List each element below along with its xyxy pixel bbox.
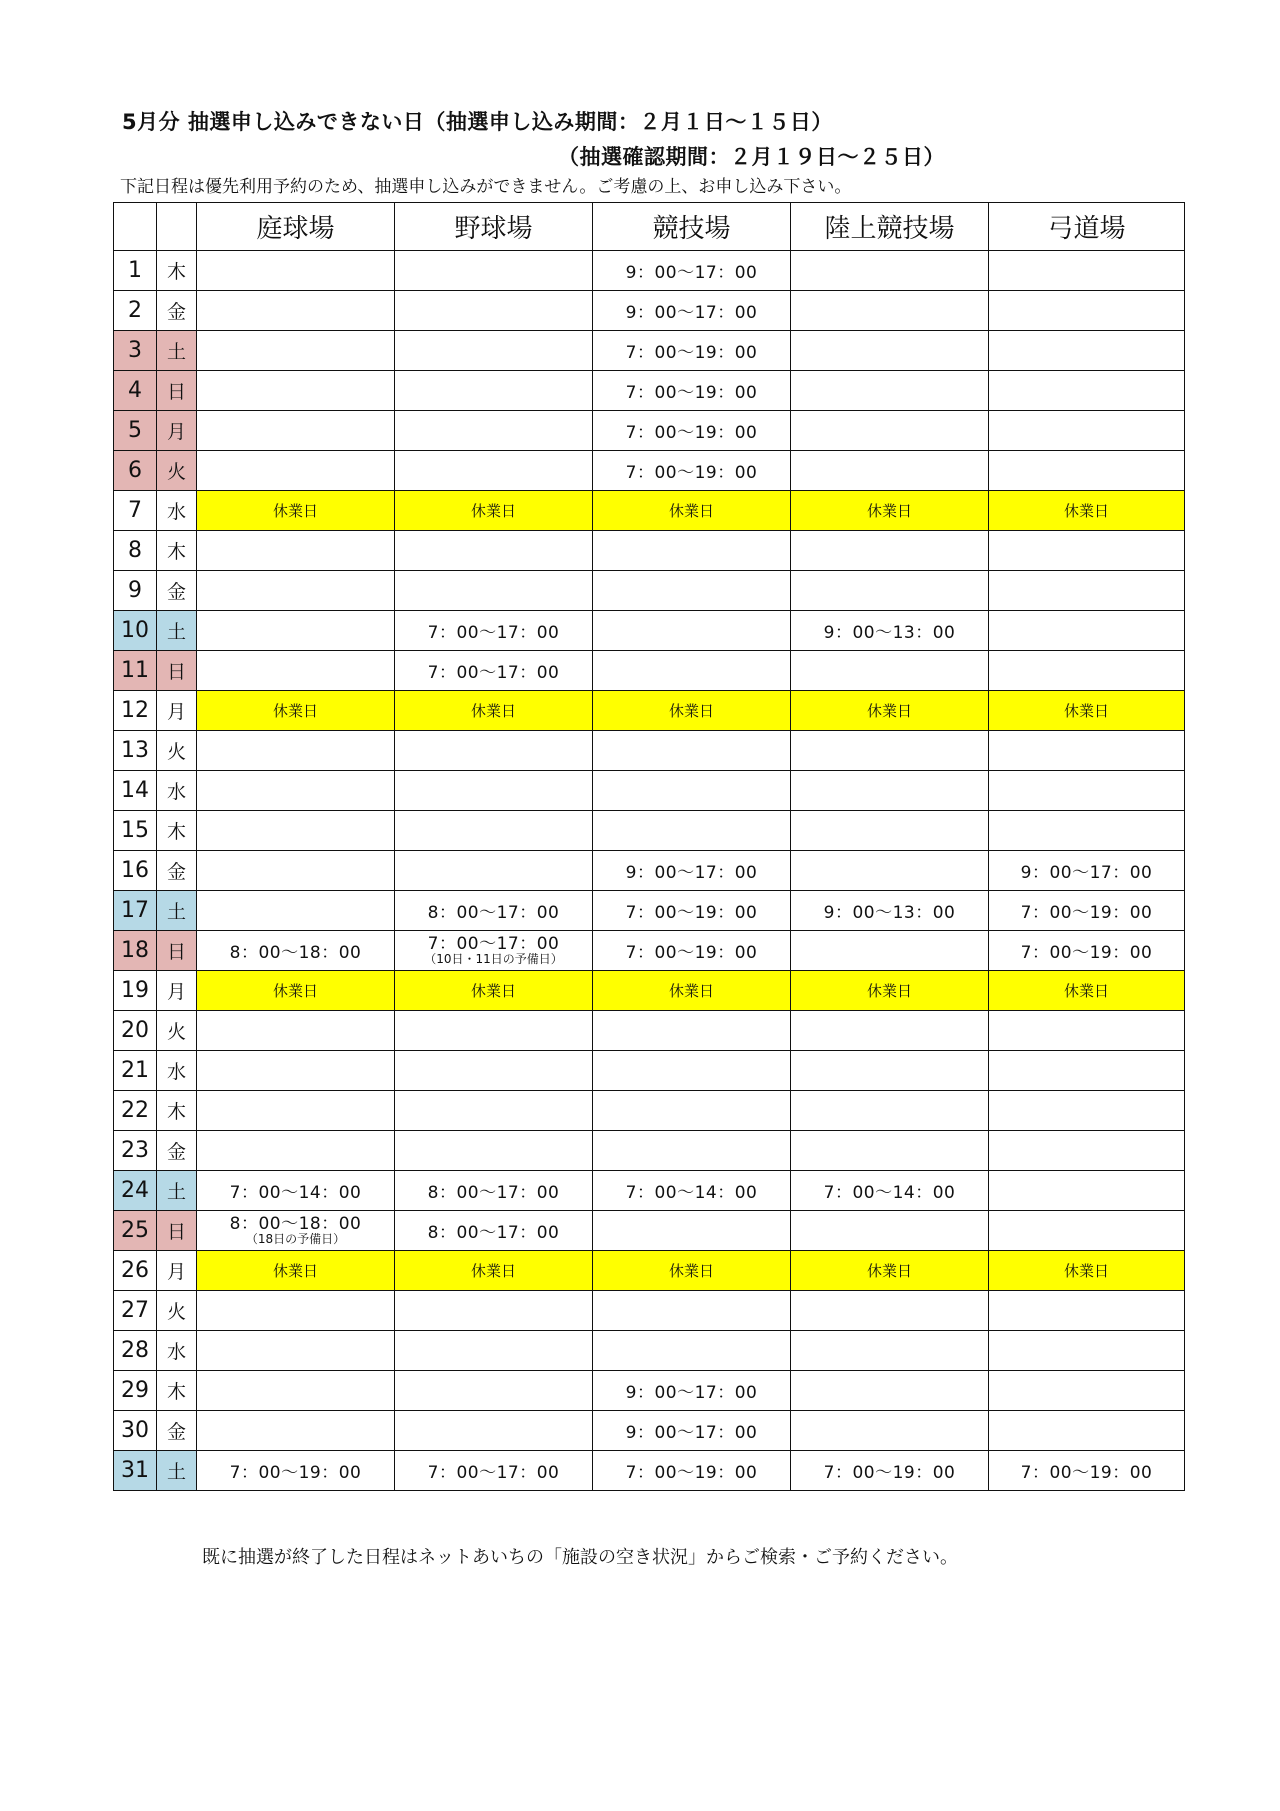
day-number: 9: [114, 571, 157, 611]
table-row: [114, 331, 1185, 371]
cell-baseball-field: [395, 1091, 593, 1131]
day-number: 11: [114, 651, 157, 691]
day-number: 27: [114, 1291, 157, 1331]
cell-baseball-field: 休業日: [395, 491, 593, 531]
cell-athletics-field: [791, 571, 989, 611]
day-number: 30: [114, 1411, 157, 1451]
day-number: 6: [114, 451, 157, 491]
day-number: 12: [114, 691, 157, 731]
day-number: 3: [114, 331, 157, 371]
cell-archery-range: [989, 1171, 1185, 1211]
day-of-week: 火: [157, 731, 197, 771]
cell-athletics-field: [791, 1371, 989, 1411]
cell-archery-range: [989, 771, 1185, 811]
header-stadium: 競技場: [593, 203, 791, 251]
cell-tennis-court: [197, 1411, 395, 1451]
day-number: 1: [114, 251, 157, 291]
cell-athletics-field: [791, 811, 989, 851]
cell-tennis-court: [197, 1051, 395, 1091]
cell-archery-range: [989, 451, 1185, 491]
day-of-week: 土: [157, 891, 197, 931]
table-row: [114, 1131, 1185, 1171]
cell-athletics-field: [791, 1411, 989, 1451]
table-row: [114, 1331, 1185, 1371]
cell-archery-range: [989, 651, 1185, 691]
cell-athletics-field: [791, 1131, 989, 1171]
cell-athletics-field: [791, 1091, 989, 1131]
header-athletics-field: 陸上競技場: [791, 203, 989, 251]
cell-athletics-field: [791, 651, 989, 691]
cell-baseball-field: 7：00〜17：00: [395, 651, 593, 691]
cell-tennis-court: [197, 571, 395, 611]
cell-stadium: [593, 811, 791, 851]
header-baseball-field: 野球場: [395, 203, 593, 251]
cell-baseball-field: [395, 1051, 593, 1091]
schedule-table: [113, 202, 1185, 1491]
day-of-week: 木: [157, 531, 197, 571]
day-number: 14: [114, 771, 157, 811]
cell-tennis-court: 7：00〜19：00: [197, 1451, 395, 1491]
cell-archery-range: [989, 1011, 1185, 1051]
cell-tennis-court: [197, 771, 395, 811]
cell-baseball-field: [395, 811, 593, 851]
time-range: 7：00〜17：00: [427, 934, 560, 954]
day-number: 22: [114, 1091, 157, 1131]
cell-archery-range: 休業日: [989, 691, 1185, 731]
cell-stadium: [593, 731, 791, 771]
cell-tennis-court: 休業日: [197, 491, 395, 531]
day-of-week: 金: [157, 571, 197, 611]
cell-stadium: 7：00〜19：00: [593, 451, 791, 491]
cell-archery-range: [989, 611, 1185, 651]
day-of-week: 月: [157, 1251, 197, 1291]
day-of-week: 水: [157, 491, 197, 531]
day-of-week: 木: [157, 251, 197, 291]
table-row: [114, 451, 1185, 491]
day-of-week: 土: [157, 1451, 197, 1491]
day-of-week: 火: [157, 451, 197, 491]
cell-stadium: 7：00〜19：00: [593, 371, 791, 411]
cell-baseball-field: 8：00〜17：00: [395, 1211, 593, 1251]
day-number: 10: [114, 611, 157, 651]
cell-stadium: [593, 531, 791, 571]
cell-baseball-field: [395, 731, 593, 771]
day-number: 21: [114, 1051, 157, 1091]
day-number: 15: [114, 811, 157, 851]
cell-stadium: 7：00〜19：00: [593, 331, 791, 371]
table-row: [114, 1411, 1185, 1451]
cell-baseball-field: [395, 1411, 593, 1451]
table-row: [114, 731, 1185, 771]
cell-stadium: 9：00〜17：00: [593, 851, 791, 891]
table-row: [114, 1091, 1185, 1131]
cell-baseball-field: [395, 291, 593, 331]
cell-archery-range: [989, 1131, 1185, 1171]
cell-stadium: 9：00〜17：00: [593, 1411, 791, 1451]
cell-stadium: 9：00〜17：00: [593, 1371, 791, 1411]
cell-stadium: 休業日: [593, 971, 791, 1011]
cell-tennis-court: [197, 451, 395, 491]
cell-stadium: [593, 1331, 791, 1371]
table-row: [114, 1291, 1185, 1331]
reserve-day-note: （18日の予備日）: [245, 1232, 346, 1246]
reserve-day-note: （10日・11日の予備日）: [424, 952, 563, 966]
cell-athletics-field: [791, 771, 989, 811]
cell-baseball-field: [395, 1131, 593, 1171]
day-number: 20: [114, 1011, 157, 1051]
day-number: 5: [114, 411, 157, 451]
cell-archery-range: [989, 1331, 1185, 1371]
cell-archery-range: 休業日: [989, 491, 1185, 531]
header-day: [114, 203, 157, 251]
table-row: [114, 1251, 1185, 1291]
day-number: 26: [114, 1251, 157, 1291]
cell-archery-range: [989, 1091, 1185, 1131]
day-number: 16: [114, 851, 157, 891]
cell-stadium: [593, 1091, 791, 1131]
cell-athletics-field: [791, 371, 989, 411]
cell-tennis-court: 7：00〜14：00: [197, 1171, 395, 1211]
day-of-week: 月: [157, 691, 197, 731]
table-row: [114, 971, 1185, 1011]
day-of-week: 土: [157, 331, 197, 371]
cell-athletics-field: [791, 531, 989, 571]
cell-tennis-court: [197, 731, 395, 771]
header-row: [114, 203, 1185, 251]
cell-stadium: [593, 651, 791, 691]
day-of-week: 金: [157, 1131, 197, 1171]
cell-tennis-court: [197, 651, 395, 691]
day-number: 23: [114, 1131, 157, 1171]
cell-athletics-field: [791, 1051, 989, 1091]
cell-archery-range: [989, 1211, 1185, 1251]
cell-tennis-court: [197, 371, 395, 411]
cell-stadium: 7：00〜19：00: [593, 1451, 791, 1491]
table-row: [114, 691, 1185, 731]
day-number: 18: [114, 931, 157, 971]
cell-tennis-court: 8：00〜18：00: [197, 931, 395, 971]
cell-baseball-field: [395, 1371, 593, 1411]
table-row: [114, 771, 1185, 811]
cell-stadium: [593, 571, 791, 611]
table-row: [114, 611, 1185, 651]
cell-baseball-field: [395, 1331, 593, 1371]
cell-stadium: 休業日: [593, 491, 791, 531]
day-of-week: 土: [157, 611, 197, 651]
cell-baseball-field: 休業日: [395, 1251, 593, 1291]
cell-stadium: 9：00〜17：00: [593, 291, 791, 331]
day-number: 29: [114, 1371, 157, 1411]
table-row: [114, 251, 1185, 291]
table-row: [114, 811, 1185, 851]
cell-tennis-court: [197, 531, 395, 571]
day-number: 8: [114, 531, 157, 571]
cell-archery-range: [989, 1291, 1185, 1331]
table-row: [114, 291, 1185, 331]
header-archery-range: 弓道場: [989, 203, 1185, 251]
cell-archery-range: [989, 1051, 1185, 1091]
cell-tennis-court: 休業日: [197, 1251, 395, 1291]
cell-athletics-field: 休業日: [791, 971, 989, 1011]
day-of-week: 日: [157, 371, 197, 411]
table-row: [114, 371, 1185, 411]
cell-baseball-field: [395, 451, 593, 491]
cell-athletics-field: [791, 291, 989, 331]
cell-athletics-field: 休業日: [791, 1251, 989, 1291]
page-subtitle: （抽選確認期間：２月１９日〜２５日）: [558, 145, 945, 169]
day-of-week: 日: [157, 1211, 197, 1251]
day-number: 31: [114, 1451, 157, 1491]
cell-stadium: 7：00〜19：00: [593, 931, 791, 971]
cell-baseball-field: 休業日: [395, 691, 593, 731]
intro-note: 下記日程は優先利用予約のため、抽選申し込みができません。ご考慮の上、お申し込み下さい。: [120, 177, 852, 197]
cell-stadium: 休業日: [593, 691, 791, 731]
cell-tennis-court: [197, 331, 395, 371]
cell-baseball-field: [395, 1011, 593, 1051]
day-of-week: 水: [157, 1051, 197, 1091]
cell-stadium: [593, 1291, 791, 1331]
cell-baseball-field: 7：00〜17：00: [395, 611, 593, 651]
cell-archery-range: [989, 1371, 1185, 1411]
day-of-week: 水: [157, 1331, 197, 1371]
cell-stadium: [593, 1051, 791, 1091]
cell-archery-range: [989, 291, 1185, 331]
cell-athletics-field: [791, 451, 989, 491]
day-number: 28: [114, 1331, 157, 1371]
cell-athletics-field: 休業日: [791, 691, 989, 731]
cell-tennis-court: [197, 1011, 395, 1051]
table-row: [114, 571, 1185, 611]
cell-stadium: [593, 1131, 791, 1171]
cell-tennis-court: [197, 411, 395, 451]
table-row: [114, 1451, 1185, 1491]
cell-athletics-field: 7：00〜19：00: [791, 1451, 989, 1491]
cell-tennis-court: 休業日: [197, 971, 395, 1011]
table-row: [114, 1051, 1185, 1091]
cell-stadium: [593, 1011, 791, 1051]
cell-tennis-court: [197, 1211, 395, 1251]
day-of-week: 水: [157, 771, 197, 811]
cell-baseball-field: [395, 771, 593, 811]
cell-stadium: 9：00〜17：00: [593, 251, 791, 291]
cell-baseball-field: 8：00〜17：00: [395, 891, 593, 931]
day-of-week: 木: [157, 1091, 197, 1131]
day-of-week: 火: [157, 1011, 197, 1051]
cell-stadium: 休業日: [593, 1251, 791, 1291]
cell-baseball-field: 8：00〜17：00: [395, 1171, 593, 1211]
day-of-week: 日: [157, 931, 197, 971]
cell-tennis-court: [197, 251, 395, 291]
cell-baseball-field: [395, 371, 593, 411]
cell-baseball-field: [395, 531, 593, 571]
footer-note: 既に抽選が終了した日程はネットあいちの「施設の空き状況」からご検索・ご予約ください。: [202, 1547, 958, 1568]
cell-baseball-field: [395, 411, 593, 451]
cell-archery-range: [989, 1411, 1185, 1451]
cell-tennis-court: [197, 1291, 395, 1331]
cell-stadium: 7：00〜19：00: [593, 411, 791, 451]
cell-tennis-court: [197, 611, 395, 651]
cell-tennis-court: [197, 1091, 395, 1131]
cell-stadium: 7：00〜19：00: [593, 891, 791, 931]
cell-athletics-field: [791, 931, 989, 971]
day-of-week: 月: [157, 411, 197, 451]
day-number: 7: [114, 491, 157, 531]
day-of-week: 火: [157, 1291, 197, 1331]
header-dow: [157, 203, 197, 251]
cell-baseball-field: [395, 571, 593, 611]
cell-archery-range: 7：00〜19：00: [989, 1451, 1185, 1491]
cell-athletics-field: 7：00〜14：00: [791, 1171, 989, 1211]
cell-athletics-field: [791, 331, 989, 371]
day-of-week: 土: [157, 1171, 197, 1211]
cell-athletics-field: [791, 1011, 989, 1051]
day-number: 25: [114, 1211, 157, 1251]
day-number: 4: [114, 371, 157, 411]
table-row: [114, 891, 1185, 931]
day-of-week: 金: [157, 1411, 197, 1451]
cell-archery-range: 7：00〜19：00: [989, 891, 1185, 931]
cell-archery-range: 7：00〜19：00: [989, 931, 1185, 971]
cell-archery-range: [989, 531, 1185, 571]
cell-archery-range: [989, 571, 1185, 611]
cell-archery-range: [989, 371, 1185, 411]
day-of-week: 木: [157, 811, 197, 851]
cell-athletics-field: [791, 851, 989, 891]
cell-athletics-field: [791, 1211, 989, 1251]
cell-tennis-court: [197, 291, 395, 331]
cell-archery-range: [989, 811, 1185, 851]
day-of-week: 木: [157, 1371, 197, 1411]
cell-archery-range: 9：00〜17：00: [989, 851, 1185, 891]
day-of-week: 金: [157, 291, 197, 331]
table-row: [114, 1171, 1185, 1211]
cell-baseball-field: 7：00〜17：00: [395, 1451, 593, 1491]
cell-baseball-field: 休業日: [395, 971, 593, 1011]
cell-stadium: [593, 611, 791, 651]
table-row: [114, 531, 1185, 571]
day-number: 19: [114, 971, 157, 1011]
cell-athletics-field: 9：00〜13：00: [791, 891, 989, 931]
cell-archery-range: [989, 731, 1185, 771]
header-tennis-court: 庭球場: [197, 203, 395, 251]
table-row: [114, 931, 1185, 971]
cell-baseball-field: [395, 331, 593, 371]
day-number: 13: [114, 731, 157, 771]
table-row: [114, 1371, 1185, 1411]
cell-baseball-field: [395, 1291, 593, 1331]
schedule-body: [114, 251, 1185, 1491]
cell-baseball-field: [395, 931, 593, 971]
cell-stadium: 7：00〜14：00: [593, 1171, 791, 1211]
day-of-week: 日: [157, 651, 197, 691]
cell-tennis-court: 休業日: [197, 691, 395, 731]
cell-tennis-court: [197, 1131, 395, 1171]
page-title: 5月分 抽選申し込みできない日（抽選申し込み期間：２月１日〜１５日）: [122, 110, 833, 134]
table-row: [114, 651, 1185, 691]
day-number: 17: [114, 891, 157, 931]
cell-tennis-court: [197, 851, 395, 891]
cell-tennis-court: [197, 1331, 395, 1371]
cell-stadium: [593, 1211, 791, 1251]
cell-archery-range: [989, 251, 1185, 291]
table-row: [114, 1011, 1185, 1051]
cell-archery-range: [989, 331, 1185, 371]
cell-athletics-field: [791, 251, 989, 291]
cell-archery-range: 休業日: [989, 971, 1185, 1011]
cell-tennis-court: [197, 1371, 395, 1411]
cell-athletics-field: [791, 411, 989, 451]
time-range: 8：00〜18：00: [229, 1214, 362, 1234]
cell-baseball-field: [395, 251, 593, 291]
cell-athletics-field: [791, 1291, 989, 1331]
cell-tennis-court: [197, 891, 395, 931]
cell-baseball-field: [395, 851, 593, 891]
cell-archery-range: [989, 411, 1185, 451]
cell-athletics-field: 9：00〜13：00: [791, 611, 989, 651]
cell-stadium: [593, 771, 791, 811]
cell-athletics-field: 休業日: [791, 491, 989, 531]
day-of-week: 月: [157, 971, 197, 1011]
day-of-week: 金: [157, 851, 197, 891]
table-row: [114, 851, 1185, 891]
cell-athletics-field: [791, 731, 989, 771]
day-number: 24: [114, 1171, 157, 1211]
day-number: 2: [114, 291, 157, 331]
cell-athletics-field: [791, 1331, 989, 1371]
table-row: [114, 491, 1185, 531]
table-row: [114, 1211, 1185, 1251]
cell-archery-range: 休業日: [989, 1251, 1185, 1291]
cell-tennis-court: [197, 811, 395, 851]
table-row: [114, 411, 1185, 451]
